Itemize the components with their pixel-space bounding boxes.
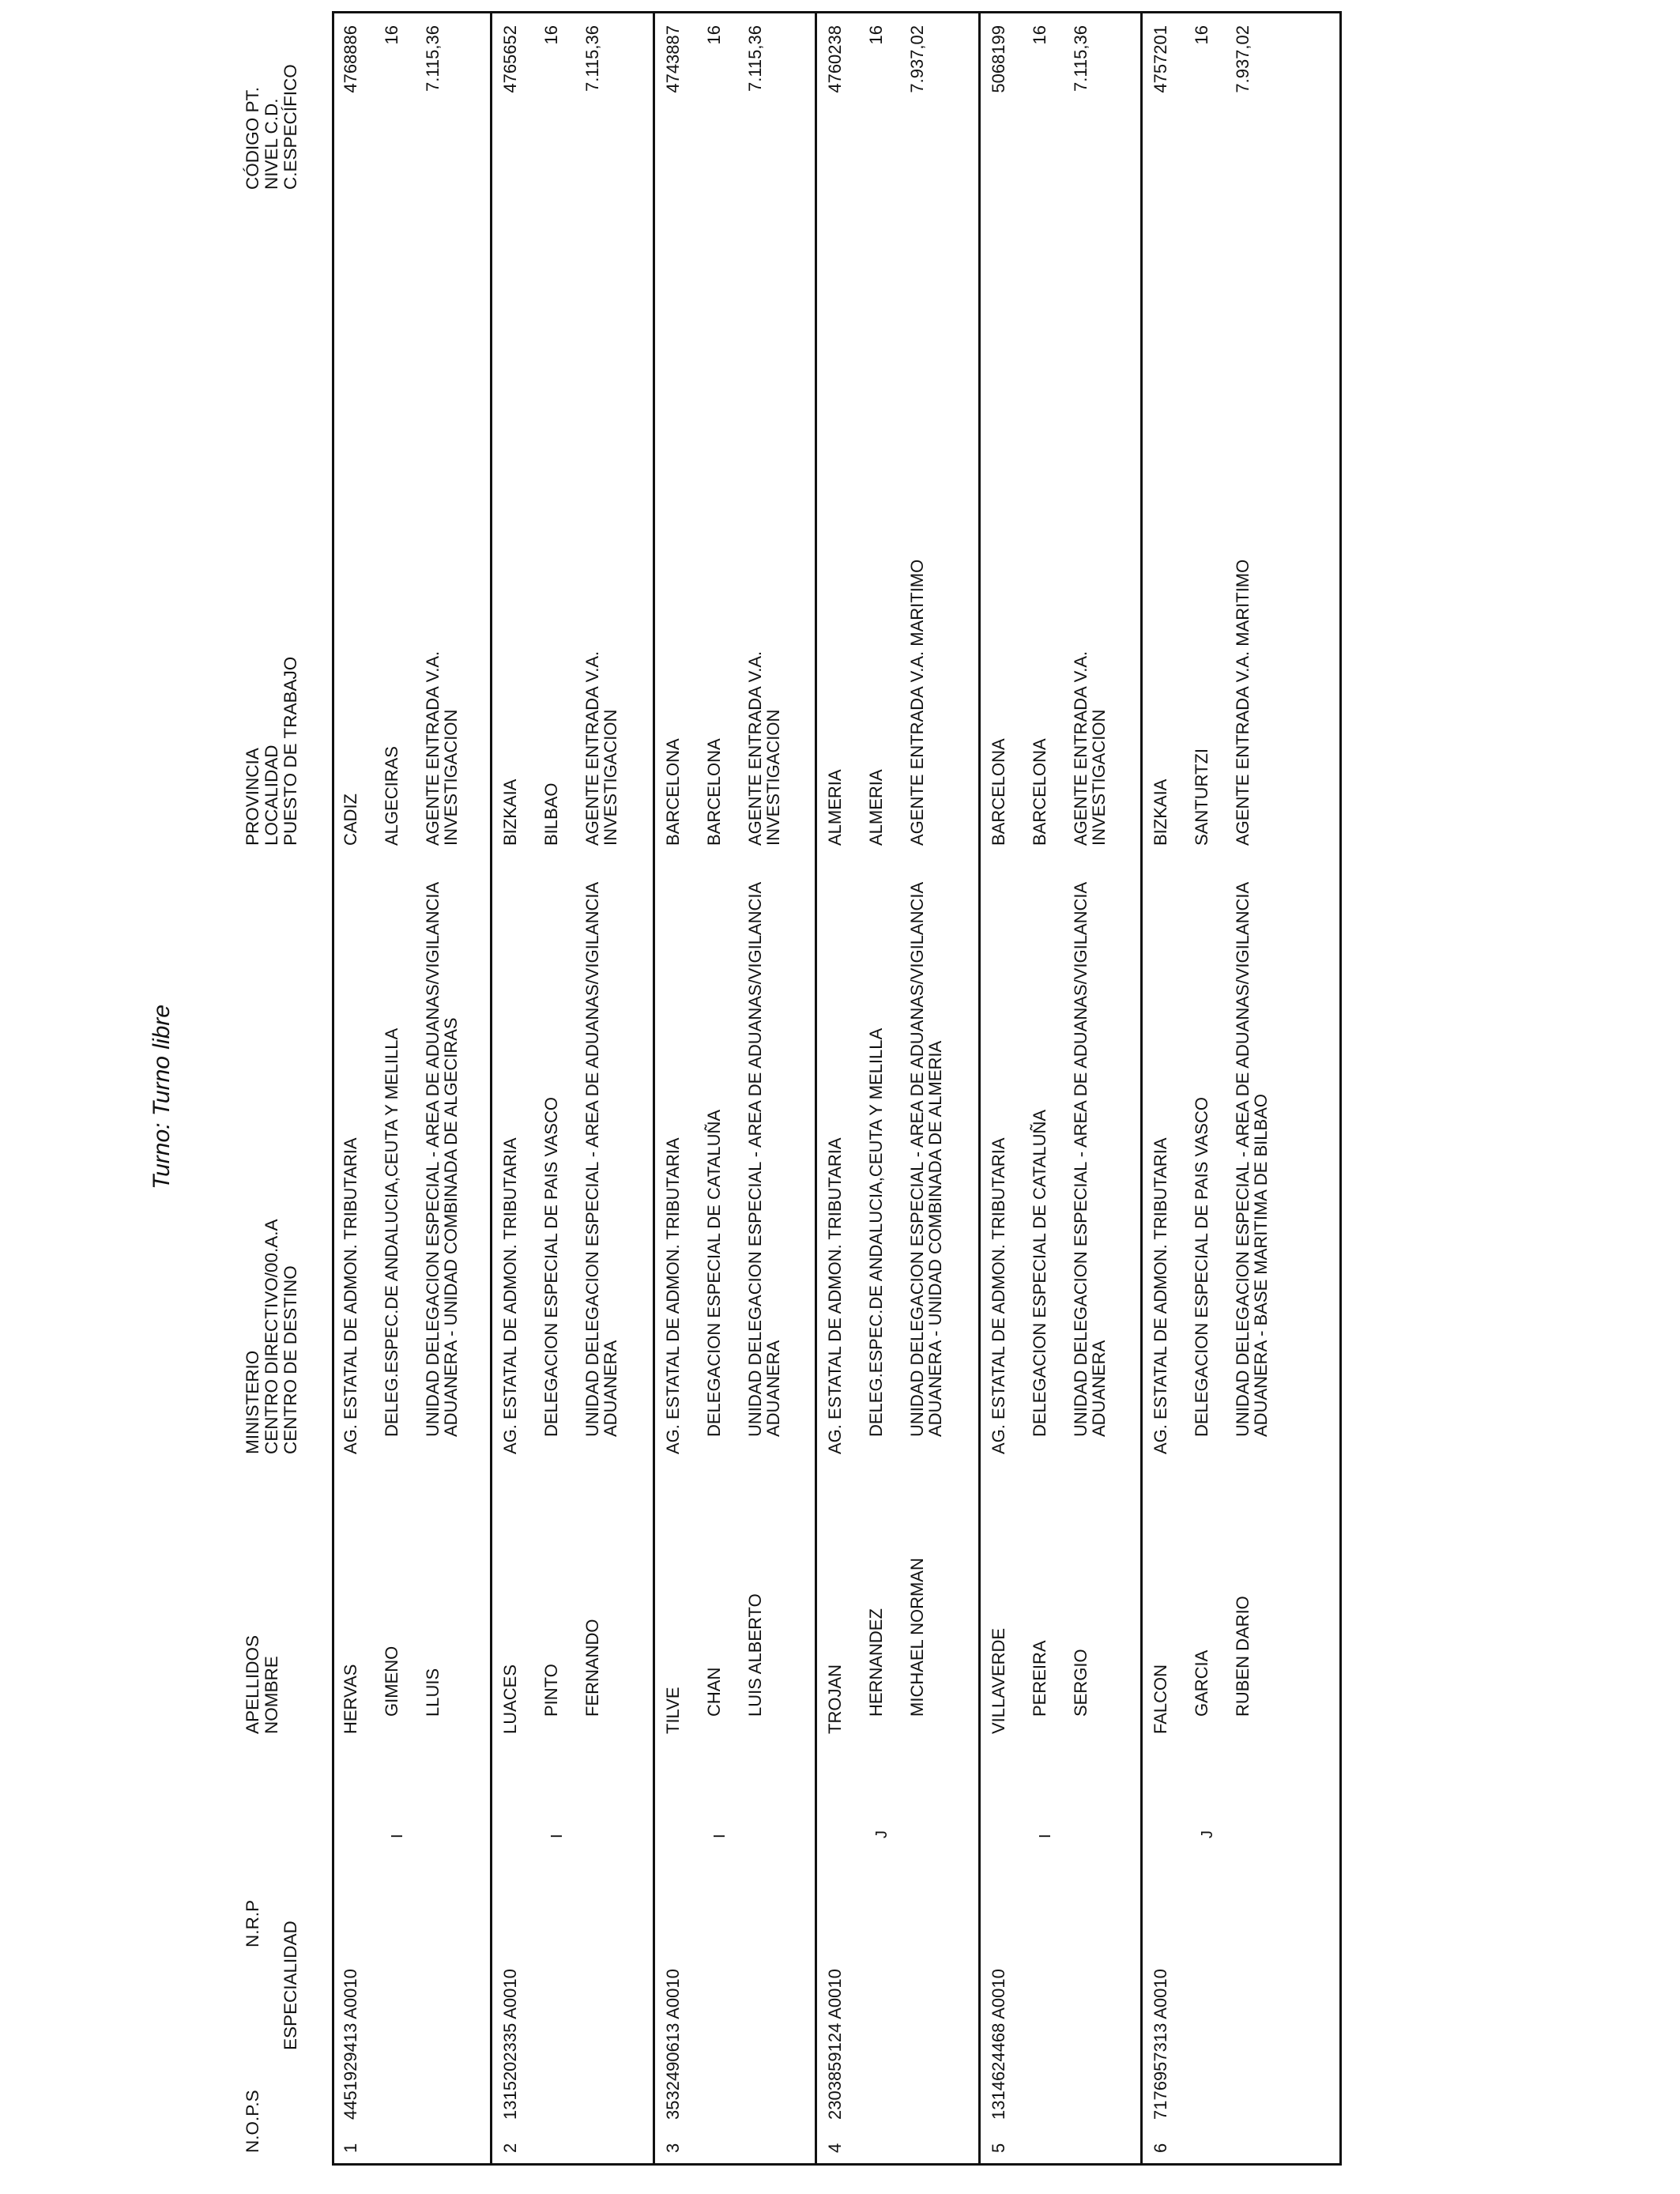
apellido-1: TILVE [663, 1687, 683, 1734]
codigo-pt: 4760238 [825, 25, 845, 93]
nivel-cd: 16 [1030, 25, 1049, 45]
ministerio: AG. ESTATAL DE ADMON. TRIBUTARIA [825, 1137, 845, 1454]
header-nombre: NOMBRE [262, 1656, 281, 1734]
localidad: BARCELONA [1030, 738, 1049, 846]
centro-destino-line: UNIDAD DELEGACION ESPECIAL - AREA DE ADUANAS/VIGILANCIA [907, 881, 927, 1437]
localidad: BARCELONA [704, 738, 724, 846]
complemento-especifico: 7.937,02 [907, 25, 927, 93]
nops-number: 2 [500, 2143, 520, 2153]
ministerio: AG. ESTATAL DE ADMON. TRIBUTARIA [341, 1137, 360, 1454]
nrp-code: 1315202335 A0010 [500, 1969, 520, 2120]
ministerio: AG. ESTATAL DE ADMON. TRIBUTARIA [989, 1137, 1008, 1454]
header-especialidad: ESPECIALIDAD [281, 1921, 300, 2050]
turno-title: Turno: Turno libre [149, 1005, 175, 1189]
codigo-pt: 4765652 [500, 25, 520, 93]
especialidad-code: I [711, 1834, 729, 1838]
apellido-2: CHAN [704, 1667, 724, 1717]
especialidad-code: I [1037, 1834, 1054, 1838]
nivel-cd: 16 [541, 25, 561, 45]
complemento-especifico: 7.115,36 [745, 25, 765, 92]
nops-number: 5 [989, 2143, 1008, 2153]
centro-directivo: DELEG.ESPEC.DE ANDALUCIA,CEUTA Y MELILLA [382, 1027, 401, 1437]
nrp-code: 2303859124 A0010 [825, 1969, 845, 2120]
apellido-1: TROJAN [825, 1664, 845, 1734]
puesto-trabajo-line: AGENTE ENTRADA V.A. [1071, 650, 1090, 846]
puesto-trabajo-line: AGENTE ENTRADA V.A. [582, 650, 602, 846]
codigo-pt: 5068199 [989, 25, 1008, 93]
puesto-trabajo-line: INVESTIGACION [601, 709, 620, 846]
centro-destino-line: ADUANERA - BASE MARITIMA DE BILBAO [1251, 1094, 1271, 1437]
header-col-provincia [243, 657, 300, 846]
ministerio: AG. ESTATAL DE ADMON. TRIBUTARIA [1151, 1137, 1170, 1454]
table-frame [332, 11, 1342, 2166]
nrp-code: 4451929413 A0010 [341, 1969, 360, 2120]
centro-destino-line: ADUANERA - UNIDAD COMBINADA DE ALMERIA [925, 1040, 945, 1437]
centro-destino-line: UNIDAD DELEGACION ESPECIAL - AREA DE ADUANAS/VIGILANCIA [423, 881, 443, 1437]
nombre: LUIS ALBERTO [745, 1593, 765, 1717]
centro-destino-line: UNIDAD DELEGACION ESPECIAL - AREA DE ADUANAS/VIGILANCIA [1071, 881, 1090, 1437]
apellido-1: VILLAVERDE [989, 1627, 1008, 1734]
nivel-cd: 16 [866, 25, 886, 45]
nombre: RUBEN DARIO [1233, 1596, 1252, 1717]
nombre: FERNANDO [582, 1619, 602, 1717]
centro-directivo: DELEGACION ESPECIAL DE PAIS VASCO [541, 1097, 561, 1437]
puesto-trabajo-line: INVESTIGACION [763, 709, 783, 846]
apellido-1: FALCON [1151, 1664, 1170, 1734]
complemento-especifico: 7.115,36 [1071, 25, 1090, 92]
puesto-trabajo-line: INVESTIGACION [1089, 709, 1109, 846]
provincia: BIZKAIA [500, 778, 520, 846]
nombre: MICHAEL NORMAN [907, 1558, 927, 1717]
header-localidad: LOCALIDAD [262, 745, 281, 846]
especialidad-code: J [873, 1830, 891, 1838]
header-col-apellidos [243, 1635, 281, 1734]
header-centro-directivo: CENTRO DIRECTIVO/00.A.A [262, 1219, 281, 1454]
complemento-especifico: 7.115,36 [582, 25, 602, 92]
record-divider [490, 11, 492, 2166]
record-divider [815, 11, 817, 2166]
ministerio: AG. ESTATAL DE ADMON. TRIBUTARIA [663, 1137, 683, 1454]
nombre: LLUIS [423, 1668, 443, 1717]
centro-directivo: DELEGACION ESPECIAL DE PAIS VASCO [1192, 1097, 1211, 1437]
centro-destino-line: ADUANERA [763, 1340, 783, 1437]
complemento-especifico: 7.115,36 [423, 25, 443, 92]
especialidad-code: I [389, 1834, 406, 1838]
localidad: ALMERIA [866, 769, 886, 846]
codigo-pt: 4768886 [341, 25, 360, 93]
record-divider [1140, 11, 1143, 2166]
nops-number: 6 [1151, 2143, 1170, 2153]
nivel-cd: 16 [382, 25, 401, 45]
codigo-pt: 4757201 [1151, 25, 1170, 93]
centro-directivo: DELEGACION ESPECIAL DE CATALUÑA [704, 1109, 724, 1437]
apellido-2: PEREIRA [1030, 1640, 1049, 1717]
puesto-trabajo-line: INVESTIGACION [441, 709, 461, 846]
header-col-codigo [243, 64, 300, 190]
apellido-1: HERVAS [341, 1664, 360, 1734]
header-especifico: C.ESPECÍFICO [281, 64, 300, 190]
header-nrp: N.R.P [243, 1899, 262, 1947]
codigo-pt: 4743887 [663, 25, 683, 93]
provincia: CADIZ [341, 794, 360, 846]
provincia: BARCELONA [663, 738, 683, 846]
apellido-2: PINTO [541, 1664, 561, 1717]
nops-number: 4 [825, 2143, 845, 2153]
provincia: ALMERIA [825, 769, 845, 846]
record-divider [653, 11, 655, 2166]
puesto-trabajo-line: AGENTE ENTRADA V.A. [423, 650, 443, 846]
localidad: ALGECIRAS [382, 746, 401, 846]
centro-directivo: DELEGACION ESPECIAL DE CATALUÑA [1030, 1109, 1049, 1437]
nombre: SERGIO [1071, 1649, 1090, 1717]
centro-destino-line: UNIDAD DELEGACION ESPECIAL - AREA DE ADUANAS/VIGILANCIA [582, 881, 602, 1437]
apellido-1: LUACES [500, 1664, 520, 1734]
nrp-code: 1314624468 A0010 [989, 1969, 1008, 2120]
apellido-2: HERNANDEZ [866, 1608, 886, 1717]
header-nivel: NIVEL C.D. [262, 98, 281, 190]
especialidad-code: J [1199, 1830, 1216, 1838]
centro-destino-line: UNIDAD DELEGACION ESPECIAL - AREA DE ADUANAS/VIGILANCIA [745, 881, 765, 1437]
header-puesto: PUESTO DE TRABAJO [281, 656, 300, 846]
header-apellidos: APELLIDOS [243, 1634, 262, 1734]
header-centro-destino: CENTRO DE DESTINO [281, 1265, 300, 1454]
localidad: BILBAO [541, 782, 561, 846]
centro-destino-line: ADUANERA - UNIDAD COMBINADA DE ALGECIRAS [441, 1017, 461, 1437]
centro-destino-line: ADUANERA [601, 1340, 620, 1437]
record-divider [978, 11, 981, 2166]
puesto-trabajo-line: AGENTE ENTRADA V.A. [745, 650, 765, 846]
ministerio: AG. ESTATAL DE ADMON. TRIBUTARIA [500, 1137, 520, 1454]
localidad: SANTURTZI [1192, 748, 1211, 846]
header-col-ministerio [243, 1219, 300, 1454]
centro-destino-line: ADUANERA [1089, 1340, 1109, 1437]
header-provincia: PROVINCIA [243, 748, 262, 846]
header-codigo: CÓDIGO PT. [243, 86, 262, 190]
nivel-cd: 16 [1192, 25, 1211, 45]
nops-number: 1 [341, 2143, 360, 2153]
puesto-trabajo-line: AGENTE ENTRADA V.A. MARITIMO [907, 559, 927, 846]
complemento-especifico: 7.937,02 [1233, 25, 1252, 93]
apellido-2: GIMENO [382, 1646, 401, 1717]
nivel-cd: 16 [704, 25, 724, 45]
especialidad-code: I [548, 1834, 566, 1838]
puesto-trabajo-line: AGENTE ENTRADA V.A. MARITIMO [1233, 559, 1252, 846]
provincia: BIZKAIA [1151, 778, 1170, 846]
nops-number: 3 [663, 2143, 683, 2153]
centro-destino-line: UNIDAD DELEGACION ESPECIAL - AREA DE ADUANAS/VIGILANCIA [1233, 881, 1252, 1437]
apellido-2: GARCIA [1192, 1649, 1211, 1717]
provincia: BARCELONA [989, 738, 1008, 846]
header-ministerio: MINISTERIO [243, 1350, 262, 1454]
nrp-code: 3532490613 A0010 [663, 1969, 683, 2120]
nrp-code: 7176957313 A0010 [1151, 1969, 1170, 2120]
header-nops: N.O.P.S [243, 2090, 262, 2153]
centro-directivo: DELEG.ESPEC.DE ANDALUCIA,CEUTA Y MELILLA [866, 1027, 886, 1437]
